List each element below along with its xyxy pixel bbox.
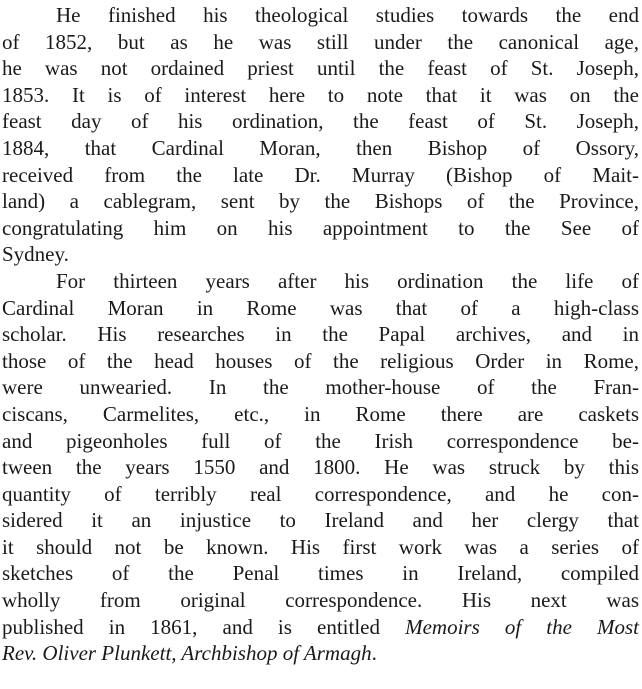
text-line: it should not be known. His first work was a series of — [2, 534, 639, 559]
text-line: 1853. It is of interest here to note that it was on the — [2, 82, 639, 107]
text-line: ciscans, Carmelites, etc., in Rome there are caskets — [2, 401, 639, 426]
text-line: those of the head houses of the religious Order in Rome, — [2, 348, 639, 373]
text-line: Sydney. — [2, 242, 69, 267]
text-line: land) a cablegram, sent by the Bishops of the Province, — [2, 189, 639, 214]
text-line: He finished his theological studies towards the end — [56, 3, 639, 27]
text-fragment: . — [371, 641, 377, 666]
text-line: received from the late Dr. Murray (Bishop of Mait- — [2, 162, 639, 187]
text-line-with-italic-title — [2, 614, 639, 641]
paragraph-1 — [2, 2, 639, 268]
text-line: feast day of his ordination, the feast of St. Joseph, — [2, 109, 639, 134]
text-line: sketches of the Penal times in Ireland, compiled — [2, 561, 639, 586]
text-line: wholly from original correspondence. His next was — [2, 588, 639, 613]
italic-title-fragment: Rev. Oliver Plunkett, Archbishop of Armagh — [2, 641, 372, 666]
text-fragment: published in 1861, and is entitled — [2, 614, 380, 639]
text-line: sidered it an injustice to Ireland and her clergy that — [2, 508, 639, 533]
text-column — [2, 2, 639, 667]
italic-title-fragment: Memoirs of the Most — [405, 614, 640, 639]
paragraph-2 — [2, 268, 639, 667]
text-line: he was not ordained priest until the feast of St. Joseph, — [2, 56, 639, 81]
text-line: and pigeonholes full of the Irish correspondence be- — [2, 428, 639, 453]
text-line: For thirteen years after his ordination the life of — [56, 268, 639, 293]
text-line: of 1852, but as he was still under the canonical age, — [2, 29, 639, 54]
text-line-italic-title-end — [2, 640, 639, 667]
text-line: scholar. His researches in the Papal archives, and in — [2, 322, 639, 347]
text-line: 1884, that Cardinal Moran, then Bishop of Ossory, — [2, 135, 639, 160]
text-line: Cardinal Moran in Rome was that of a high-class — [2, 295, 639, 320]
text-line: congratulating him on his appointment to the See of — [2, 215, 639, 240]
text-line: quantity of terribly real correspondence, and he con- — [2, 481, 639, 506]
text-line: were unwearied. In the mother-house of the Fran- — [2, 375, 639, 400]
text-line: tween the years 1550 and 1800. He was struck by this — [2, 455, 639, 480]
